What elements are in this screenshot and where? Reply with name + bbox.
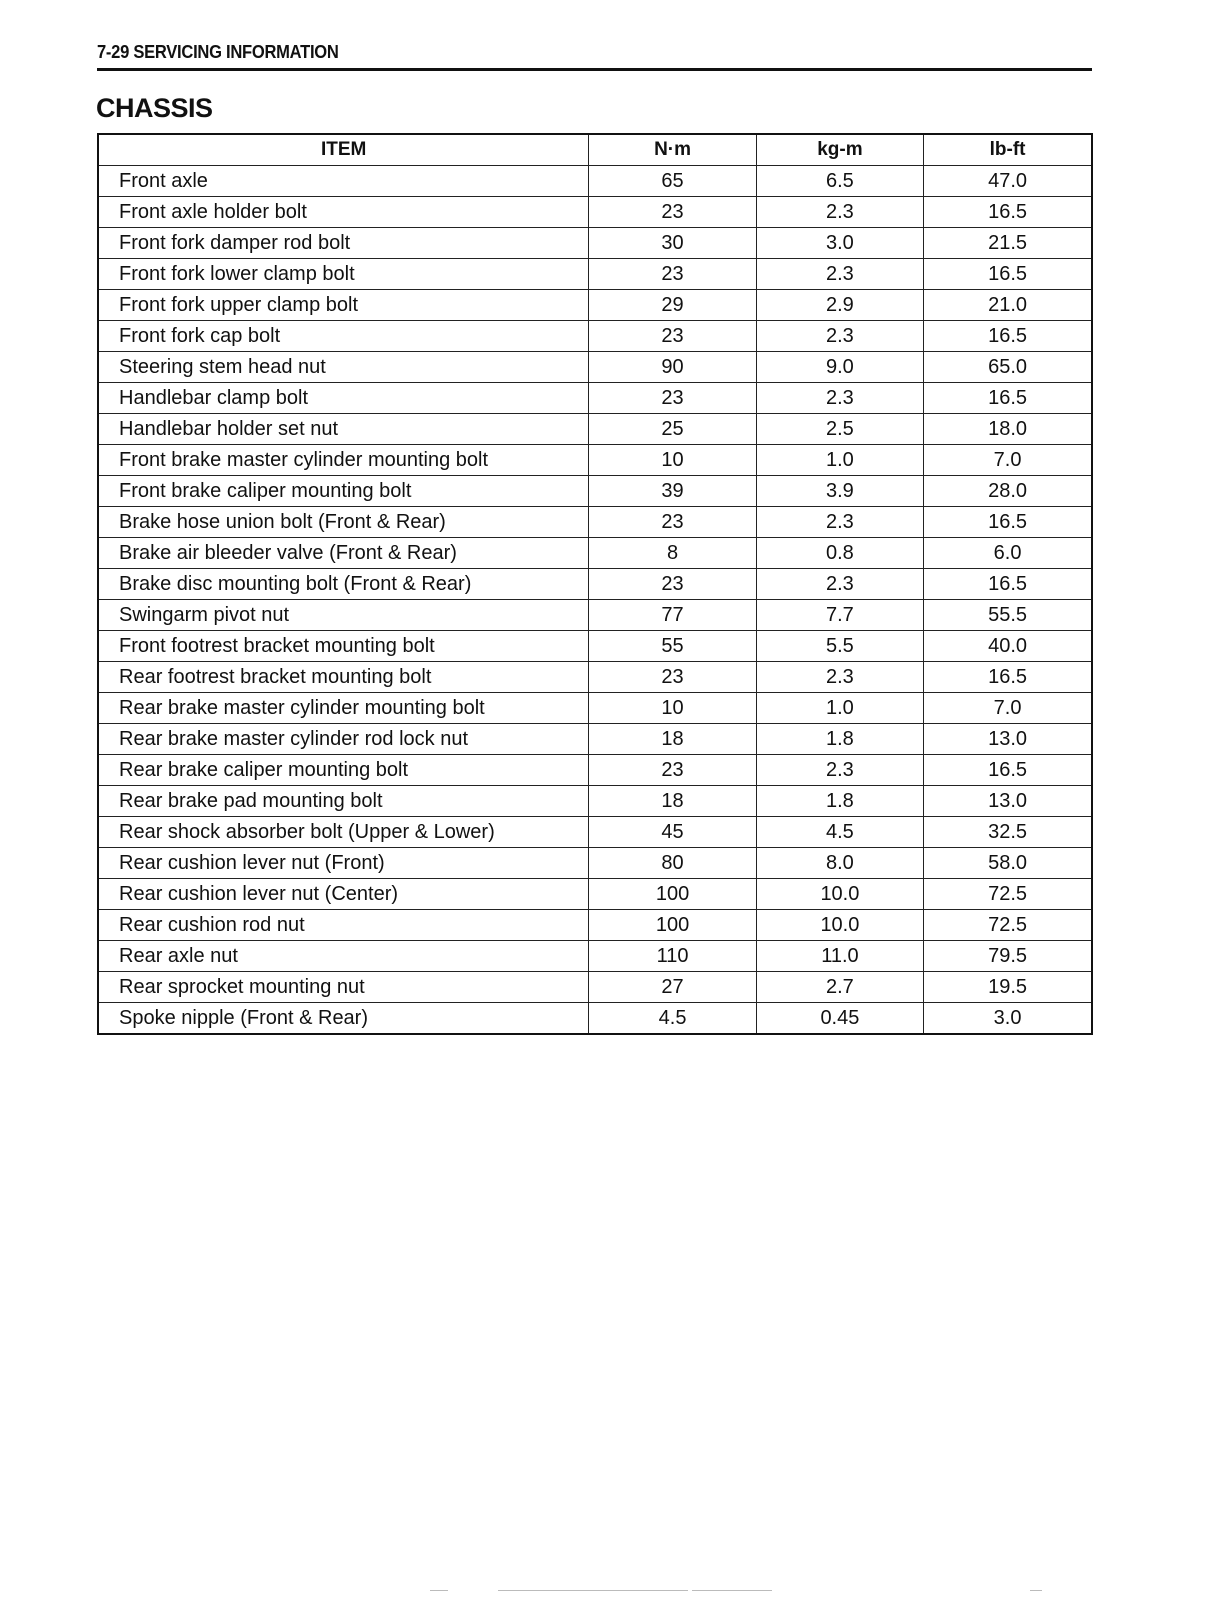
nm-cell: 18 bbox=[589, 724, 756, 755]
lbft-cell: 16.5 bbox=[924, 569, 1092, 600]
lbft-cell: 16.5 bbox=[924, 755, 1092, 786]
table-row bbox=[98, 507, 1092, 538]
kgm-cell: 7.7 bbox=[756, 600, 923, 631]
table-row bbox=[98, 290, 1092, 321]
kgm-cell: 2.3 bbox=[756, 662, 923, 693]
item-cell: Front footrest bracket mounting bolt bbox=[98, 631, 589, 662]
lbft-cell: 72.5 bbox=[924, 910, 1092, 941]
kgm-cell: 11.0 bbox=[756, 941, 923, 972]
item-cell: Front brake caliper mounting bolt bbox=[98, 476, 589, 507]
scan-artifact-lines bbox=[430, 1590, 1050, 1592]
item-cell: Rear cushion lever nut (Center) bbox=[98, 879, 589, 910]
lbft-cell: 28.0 bbox=[924, 476, 1092, 507]
lbft-cell: 16.5 bbox=[924, 197, 1092, 228]
nm-cell: 27 bbox=[589, 972, 756, 1003]
nm-cell: 23 bbox=[589, 259, 756, 290]
item-cell: Front brake master cylinder mounting bolt bbox=[98, 445, 589, 476]
item-cell: Front fork damper rod bolt bbox=[98, 228, 589, 259]
table-row bbox=[98, 724, 1092, 755]
table-row bbox=[98, 941, 1092, 972]
table-row bbox=[98, 166, 1092, 197]
nm-cell: 77 bbox=[589, 600, 756, 631]
item-cell: Front axle bbox=[98, 166, 589, 197]
kgm-cell: 4.5 bbox=[756, 817, 923, 848]
kgm-cell: 1.8 bbox=[756, 724, 923, 755]
kgm-cell: 3.0 bbox=[756, 228, 923, 259]
lbft-cell: 16.5 bbox=[924, 507, 1092, 538]
lbft-cell: 79.5 bbox=[924, 941, 1092, 972]
item-cell: Spoke nipple (Front & Rear) bbox=[98, 1003, 589, 1035]
column-header-kgm: kg-m bbox=[756, 134, 923, 166]
table-row bbox=[98, 259, 1092, 290]
nm-cell: 23 bbox=[589, 197, 756, 228]
item-cell: Front fork cap bolt bbox=[98, 321, 589, 352]
table-row bbox=[98, 445, 1092, 476]
nm-cell: 4.5 bbox=[589, 1003, 756, 1035]
kgm-cell: 3.9 bbox=[756, 476, 923, 507]
table-body bbox=[98, 166, 1092, 1035]
item-cell: Handlebar clamp bolt bbox=[98, 383, 589, 414]
page-header bbox=[97, 40, 1092, 71]
nm-cell: 23 bbox=[589, 321, 756, 352]
item-cell: Rear brake master cylinder rod lock nut bbox=[98, 724, 589, 755]
nm-cell: 23 bbox=[589, 755, 756, 786]
lbft-cell: 13.0 bbox=[924, 786, 1092, 817]
item-cell: Handlebar holder set nut bbox=[98, 414, 589, 445]
lbft-cell: 3.0 bbox=[924, 1003, 1092, 1035]
table-row bbox=[98, 600, 1092, 631]
lbft-cell: 6.0 bbox=[924, 538, 1092, 569]
kgm-cell: 9.0 bbox=[756, 352, 923, 383]
lbft-cell: 58.0 bbox=[924, 848, 1092, 879]
nm-cell: 55 bbox=[589, 631, 756, 662]
item-cell: Rear footrest bracket mounting bolt bbox=[98, 662, 589, 693]
nm-cell: 110 bbox=[589, 941, 756, 972]
item-cell: Rear sprocket mounting nut bbox=[98, 972, 589, 1003]
lbft-cell: 19.5 bbox=[924, 972, 1092, 1003]
kgm-cell: 6.5 bbox=[756, 166, 923, 197]
nm-cell: 8 bbox=[589, 538, 756, 569]
nm-cell: 25 bbox=[589, 414, 756, 445]
table-row bbox=[98, 848, 1092, 879]
table-row bbox=[98, 879, 1092, 910]
table-row bbox=[98, 383, 1092, 414]
lbft-cell: 16.5 bbox=[924, 662, 1092, 693]
kgm-cell: 2.3 bbox=[756, 755, 923, 786]
table-row bbox=[98, 321, 1092, 352]
lbft-cell: 16.5 bbox=[924, 321, 1092, 352]
item-cell: Front fork lower clamp bolt bbox=[98, 259, 589, 290]
table-row bbox=[98, 538, 1092, 569]
lbft-cell: 65.0 bbox=[924, 352, 1092, 383]
item-cell: Rear brake pad mounting bolt bbox=[98, 786, 589, 817]
lbft-cell: 21.5 bbox=[924, 228, 1092, 259]
item-cell: Brake hose union bolt (Front & Rear) bbox=[98, 507, 589, 538]
item-cell: Rear brake caliper mounting bolt bbox=[98, 755, 589, 786]
table-row bbox=[98, 693, 1092, 724]
table-row bbox=[98, 1003, 1092, 1035]
item-cell: Front fork upper clamp bolt bbox=[98, 290, 589, 321]
kgm-cell: 0.8 bbox=[756, 538, 923, 569]
nm-cell: 23 bbox=[589, 507, 756, 538]
column-header-lbft: lb-ft bbox=[924, 134, 1092, 166]
lbft-cell: 16.5 bbox=[924, 383, 1092, 414]
kgm-cell: 2.3 bbox=[756, 507, 923, 538]
kgm-cell: 1.0 bbox=[756, 445, 923, 476]
item-cell: Brake disc mounting bolt (Front & Rear) bbox=[98, 569, 589, 600]
section-label: 7-29 SERVICING INFORMATION bbox=[97, 42, 339, 62]
table-row bbox=[98, 631, 1092, 662]
lbft-cell: 72.5 bbox=[924, 879, 1092, 910]
kgm-cell: 2.3 bbox=[756, 321, 923, 352]
nm-cell: 39 bbox=[589, 476, 756, 507]
kgm-cell: 10.0 bbox=[756, 879, 923, 910]
page-title: CHASSIS bbox=[96, 93, 213, 123]
item-cell: Rear shock absorber bolt (Upper & Lower) bbox=[98, 817, 589, 848]
item-cell: Rear cushion lever nut (Front) bbox=[98, 848, 589, 879]
item-cell: Rear brake master cylinder mounting bolt bbox=[98, 693, 589, 724]
item-cell: Swingarm pivot nut bbox=[98, 600, 589, 631]
nm-cell: 45 bbox=[589, 817, 756, 848]
nm-cell: 18 bbox=[589, 786, 756, 817]
kgm-cell: 2.3 bbox=[756, 259, 923, 290]
table-row bbox=[98, 972, 1092, 1003]
table-row bbox=[98, 197, 1092, 228]
item-cell: Brake air bleeder valve (Front & Rear) bbox=[98, 538, 589, 569]
kgm-cell: 2.5 bbox=[756, 414, 923, 445]
table-row bbox=[98, 786, 1092, 817]
nm-cell: 29 bbox=[589, 290, 756, 321]
item-cell: Front axle holder bolt bbox=[98, 197, 589, 228]
table-header-row bbox=[98, 134, 1092, 166]
kgm-cell: 10.0 bbox=[756, 910, 923, 941]
lbft-cell: 13.0 bbox=[924, 724, 1092, 755]
table-row bbox=[98, 662, 1092, 693]
kgm-cell: 8.0 bbox=[756, 848, 923, 879]
kgm-cell: 2.3 bbox=[756, 569, 923, 600]
lbft-cell: 55.5 bbox=[924, 600, 1092, 631]
table-row bbox=[98, 228, 1092, 259]
nm-cell: 10 bbox=[589, 445, 756, 476]
kgm-cell: 2.3 bbox=[756, 383, 923, 414]
item-cell: Rear cushion rod nut bbox=[98, 910, 589, 941]
table-row bbox=[98, 817, 1092, 848]
table-row bbox=[98, 414, 1092, 445]
table-row bbox=[98, 569, 1092, 600]
lbft-cell: 47.0 bbox=[924, 166, 1092, 197]
nm-cell: 65 bbox=[589, 166, 756, 197]
kgm-cell: 1.8 bbox=[756, 786, 923, 817]
nm-cell: 10 bbox=[589, 693, 756, 724]
item-cell: Steering stem head nut bbox=[98, 352, 589, 383]
column-header-nm: N·m bbox=[589, 134, 756, 166]
nm-cell: 30 bbox=[589, 228, 756, 259]
column-header-item: ITEM bbox=[98, 134, 589, 166]
table-row bbox=[98, 755, 1092, 786]
lbft-cell: 21.0 bbox=[924, 290, 1092, 321]
kgm-cell: 2.3 bbox=[756, 197, 923, 228]
lbft-cell: 16.5 bbox=[924, 259, 1092, 290]
lbft-cell: 40.0 bbox=[924, 631, 1092, 662]
nm-cell: 100 bbox=[589, 910, 756, 941]
kgm-cell: 5.5 bbox=[756, 631, 923, 662]
item-cell: Rear axle nut bbox=[98, 941, 589, 972]
kgm-cell: 2.9 bbox=[756, 290, 923, 321]
table-row bbox=[98, 352, 1092, 383]
table-row bbox=[98, 910, 1092, 941]
nm-cell: 80 bbox=[589, 848, 756, 879]
lbft-cell: 7.0 bbox=[924, 693, 1092, 724]
table-row bbox=[98, 476, 1092, 507]
nm-cell: 100 bbox=[589, 879, 756, 910]
nm-cell: 23 bbox=[589, 383, 756, 414]
kgm-cell: 0.45 bbox=[756, 1003, 923, 1035]
kgm-cell: 1.0 bbox=[756, 693, 923, 724]
nm-cell: 23 bbox=[589, 569, 756, 600]
nm-cell: 23 bbox=[589, 662, 756, 693]
nm-cell: 90 bbox=[589, 352, 756, 383]
lbft-cell: 7.0 bbox=[924, 445, 1092, 476]
lbft-cell: 32.5 bbox=[924, 817, 1092, 848]
kgm-cell: 2.7 bbox=[756, 972, 923, 1003]
lbft-cell: 18.0 bbox=[924, 414, 1092, 445]
torque-table bbox=[97, 133, 1093, 1035]
